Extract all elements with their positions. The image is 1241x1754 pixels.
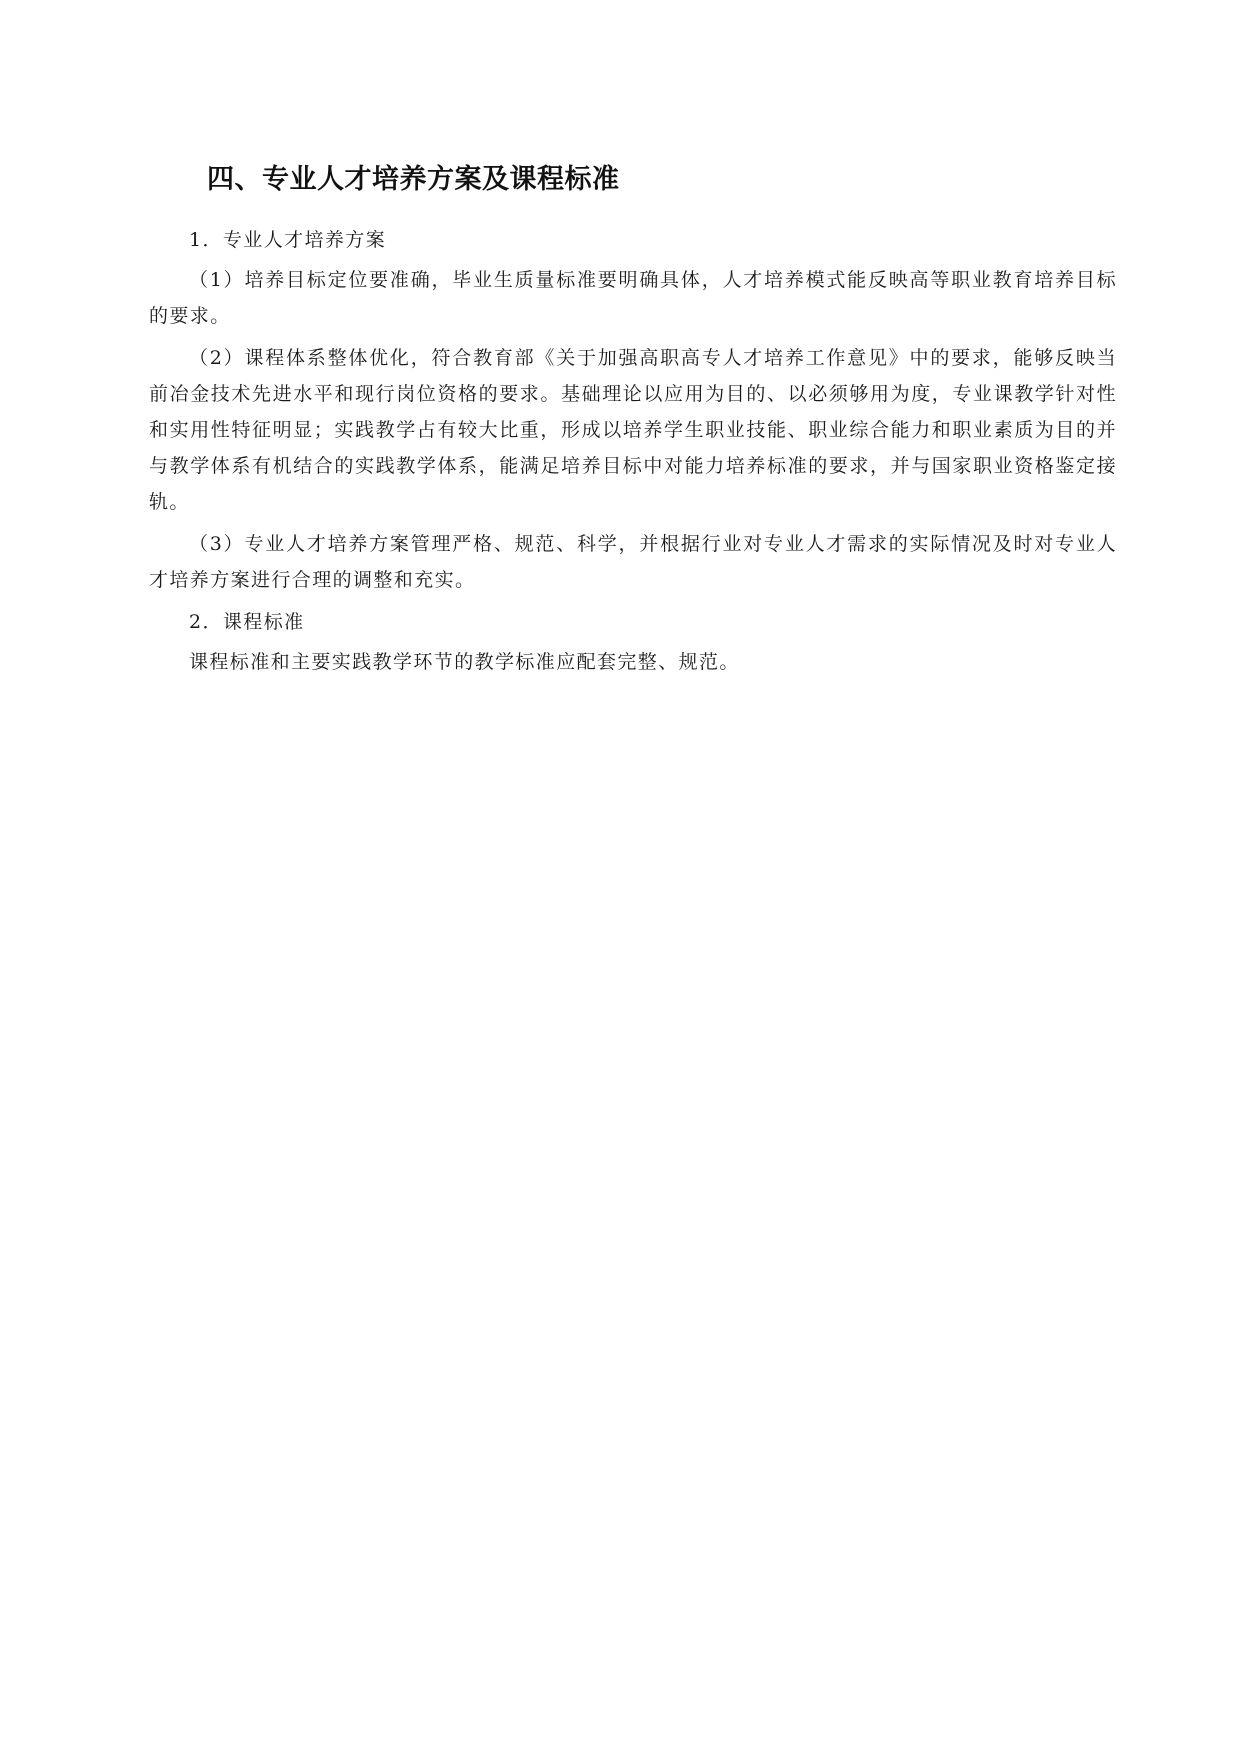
paragraph-training-objectives: （1）培养目标定位要准确，毕业生质量标准要明确具体，人才培养模式能反映高等职业教育培养目标的要求。: [149, 269, 1117, 327]
paragraph-course-standards: 课程标准和主要实践教学环节的教学标准应配套完整、规范。: [189, 651, 740, 673]
page-content: [149, 158, 1117, 680]
subsection-heading-1: 1．专业人才培养方案: [189, 229, 387, 251]
paragraph-curriculum-system: （2）课程体系整体优化，符合教育部《关于加强高职高专人才培养工作意见》中的要求，能够反映当前冶金技术先进水平和现行岗位资格的要求。基础理论以应用为目的、以必须够用为度，专业课教学针对性和实用性特征明显；实践教学占有较大比重，形成以培养学生职业技能、职业综合能力和职业素质为目的并与教学体系有机结合的实践教学体系，能满足培养目标中对能力培养标准的要求，并与国家职业资格鉴定接轨。: [149, 347, 1117, 513]
subsection-heading-2: 2．课程标准: [189, 611, 305, 633]
section-title: 四、专业人才培养方案及课程标准: [207, 164, 620, 195]
paragraph-plan-management: （3）专业人才培养方案管理严格、规范、科学，并根据行业对专业人才需求的实际情况及时对专业人才培养方案进行合理的调整和充实。: [149, 533, 1117, 591]
